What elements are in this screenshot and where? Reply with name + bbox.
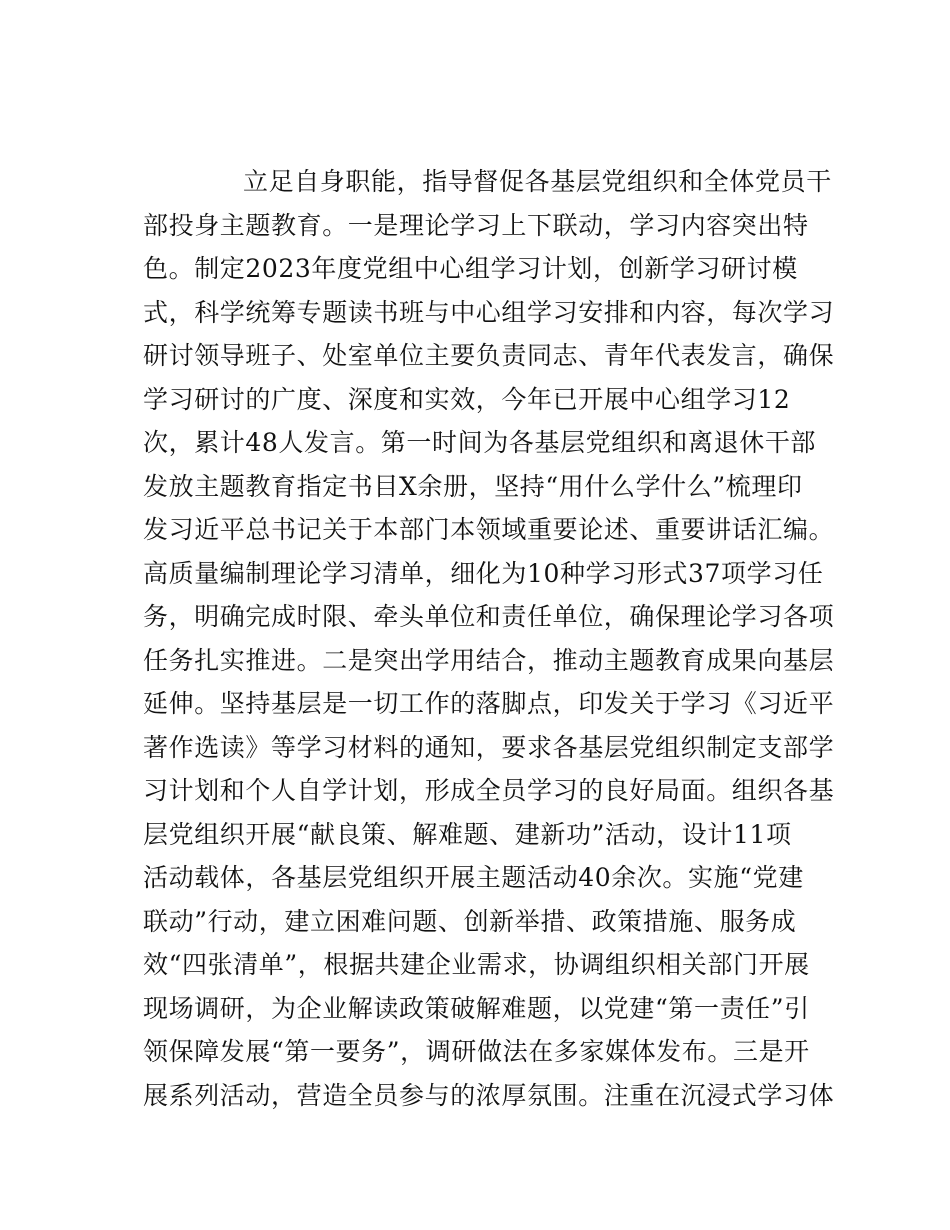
paragraph-line: 高质量编制理论学习清单，细化为10种学习形式37项学习任 [143,558,824,588]
paragraph-line: 著作选读》等学习材料的通知，要求各基层党组织制定支部学 [143,732,835,762]
paragraph-line: 习计划和个人自学计划，形成全员学习的良好局面。组织各基 [143,776,835,805]
paragraph-line: 次，累计48人发言。第一时间为各基层党组织和离退休干部 [143,428,817,457]
paragraph-line: 展系列活动，营造全员参与的浓厚氛围。注重在沉浸式学习体 [143,1080,835,1110]
paragraph-line: 色。制定2023年度党组中心组学习计划，创新学习研讨模 [143,254,798,283]
paragraph-line: 立足自身职能，指导督促各基层党组织和全体党员干 [243,167,832,196]
paragraph-line: 发习近平总书记关于本部门本领域重要论述、重要讲话汇编。 [143,515,835,544]
paragraph-line: 联动”行动，建立困难问题、创新举措、政策措施、服务成 [143,906,797,936]
body-paragraph [143,160,835,1117]
paragraph-line: 发放主题教育指定书目X余册，坚持“用什么学什么”梳理印 [143,471,803,501]
paragraph-line: 研讨领导班子、处室单位主要负责同志、青年代表发言，确保 [143,341,835,370]
paragraph-line: 式，科学统筹专题读书班与中心组学习安排和内容，每次学习 [143,297,835,327]
paragraph-line: 部投身主题教育。一是理论学习上下联动，学习内容突出特 [143,210,809,240]
paragraph-line: 领保障发展“第一要务”，调研做法在多家媒体发布。三是开 [143,1037,810,1066]
paragraph-line: 学习研讨的广度、深度和实效，今年已开展中心组学习12 [143,384,791,414]
paragraph-line: 务，明确完成时限、牵头单位和责任单位，确保理论学习各项 [143,602,835,631]
paragraph-line: 任务扎实推进。二是突出学用结合，推动主题教育成果向基层 [143,645,835,675]
paragraph-line: 效“四张清单”，根据共建企业需求，协调组织相关部门开展 [143,950,810,979]
paragraph-line: 延伸。坚持基层是一切工作的落脚点，印发关于学习《习近平 [143,689,835,718]
paragraph-line: 层党组织开展“献良策、解难题、建新功”活动，设计11项 [143,819,792,849]
paragraph-line: 活动载体，各基层党组织开展主题活动40余次。实施“党建 [143,863,804,892]
paragraph-line: 现场调研，为企业解读政策破解难题，以党建“第一责任”引 [143,993,810,1023]
